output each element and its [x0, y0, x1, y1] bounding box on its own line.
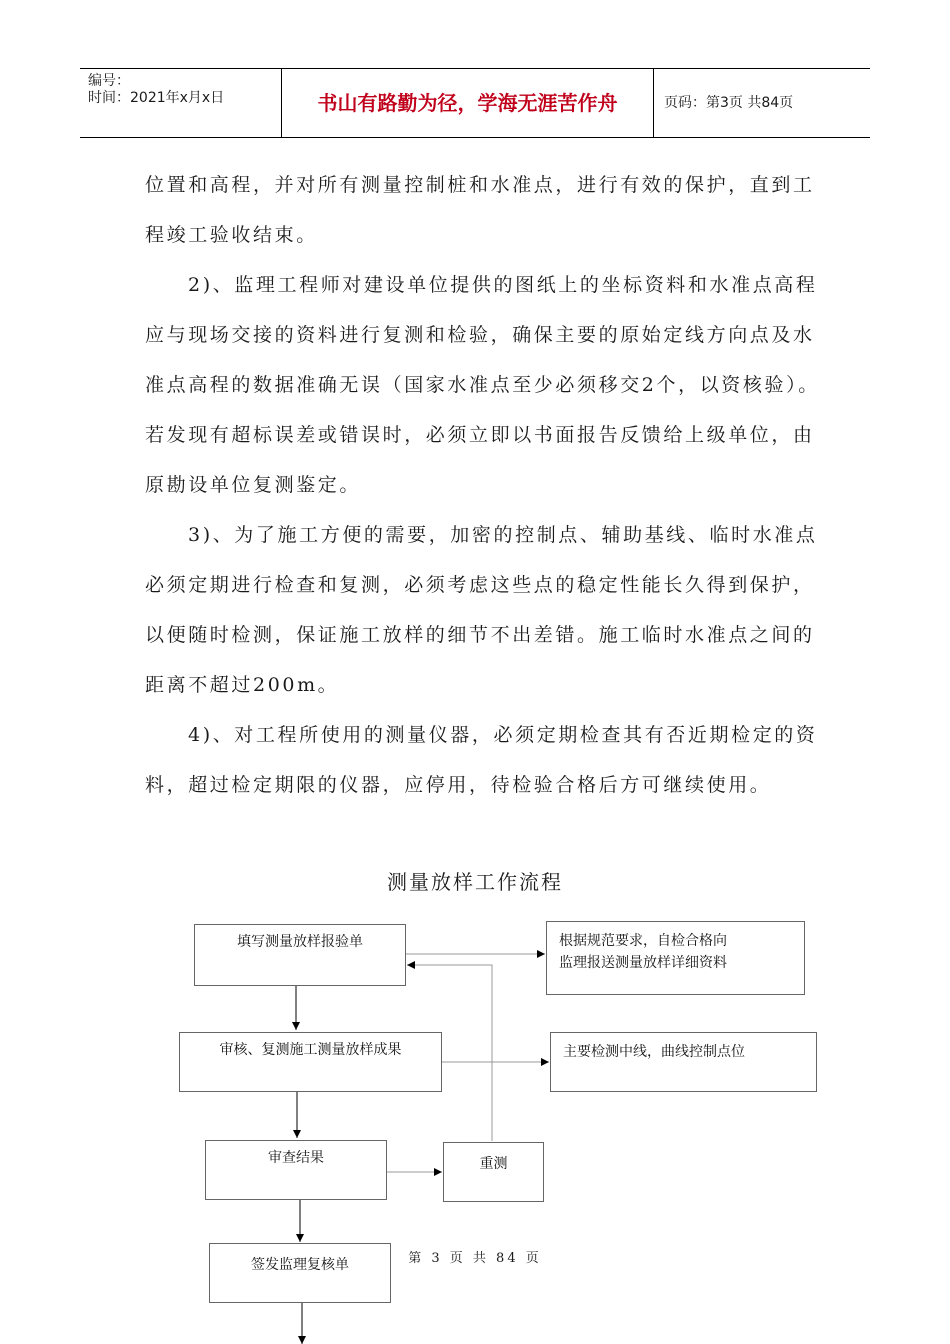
- box-remeasure: [443, 1142, 544, 1202]
- number-label: 编号：: [88, 73, 130, 89]
- note1-line1: 根据规范要求，自检合格向: [559, 933, 727, 949]
- paragraph-4: 4)、对工程所使用的测量仪器，必须定期检查其有否近期检定的资料，超过检定期限的仪器，应停用，待检验合格后方可继续使用。: [145, 724, 818, 796]
- note1-line2: 监理报送测量放样详细资料: [559, 955, 727, 971]
- box-fill-form-label: 填写测量放样报验单: [237, 934, 363, 950]
- footer-page-number: 第 3 页 共 84 页: [408, 1251, 542, 1266]
- header-motto: 书山有路勤为径，学海无涯苦作舟: [282, 69, 654, 137]
- box-fill-form: [194, 924, 406, 986]
- box-note-submit: [546, 921, 805, 995]
- box-review: [179, 1032, 442, 1092]
- box-note-check-label: 主要检测中线，曲线控制点位: [563, 1044, 745, 1060]
- box-sign-label: 签发监理复核单: [251, 1257, 349, 1273]
- paragraph-3: 3)、为了施工方便的需要，加密的控制点、辅助基线、临时水准点必须定期进行检查和复测，必须考虑这些点的稳定性能长久得到保护，以便随时检测，保证施工放样的细节不出差错。施工临时水准点之间的距离不超过200m。: [145, 524, 818, 696]
- paragraph-1: 位置和高程，并对所有测量控制桩和水准点，进行有效的保护，直到工程竣工验收结束。: [145, 174, 815, 246]
- box-note-check: [550, 1032, 817, 1092]
- box-result: [205, 1140, 387, 1200]
- box-result-label: 审查结果: [268, 1150, 324, 1166]
- date-label: 时间：2021年x月x日: [88, 90, 225, 106]
- box-review-label: 审核、复测施工测量放样成果: [219, 1042, 402, 1058]
- box-note-submit-label: [547, 922, 804, 974]
- header-page-info: 页码：第3页 共84页: [664, 95, 794, 111]
- paragraph-2: 2)、监理工程师对建设单位提供的图纸上的坐标资料和水准点高程应与现场交接的资料进行复测和检验，确保主要的原始定线方向点及水准点高程的数据准确无误（国家水准点至少必须移交2个，以资核验）。若发现有超标误差或错误时，必须立即以书面报告反馈给上级单位，由原勘设单位复测鉴定。: [145, 274, 820, 496]
- flowchart-title: 测量放样工作流程: [387, 870, 563, 894]
- box-remeasure-label: 重测: [479, 1156, 508, 1172]
